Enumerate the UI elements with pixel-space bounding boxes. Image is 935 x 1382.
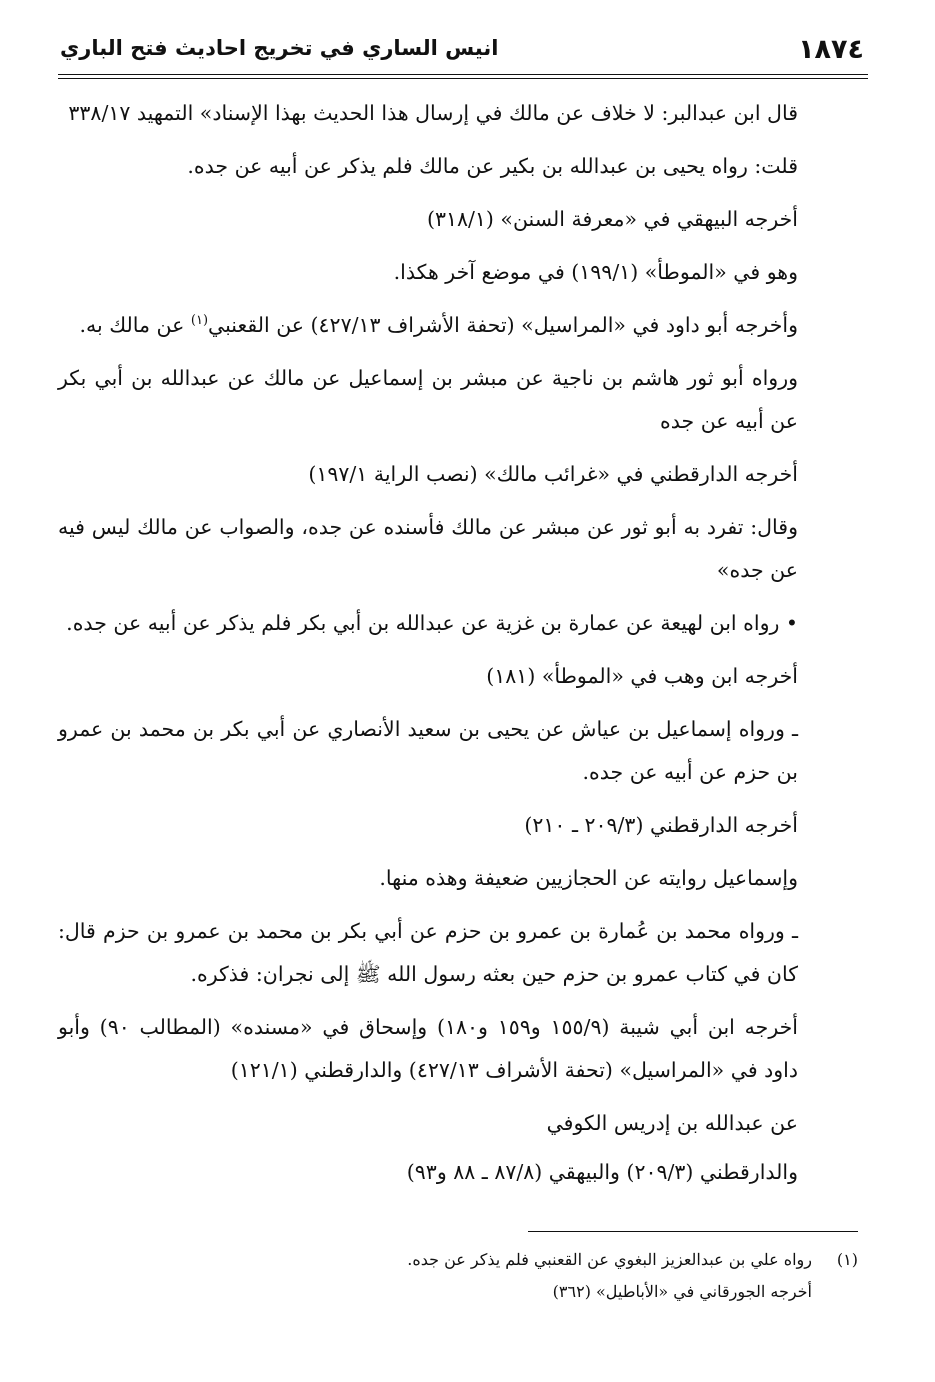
- page-number: ١٨٧٤: [798, 34, 864, 65]
- paragraph-qultu: قلت: رواه يحيى بن عبدالله بن بكير عن مالك فلم يذكر عن أبيه عن جده.: [187, 154, 798, 178]
- paragraph-ibn-abi-shaybah: أخرجه ابن أبي شيبة (١٥٥/٩ و١٥٩ و١٨٠) وإسحاق في «مسنده» (المطالب ٩٠) وأبو داود في «المراسيل» (تحفة الأشراف ٤٢٧/١٣) والدارقطني (١٢١/١): [58, 1015, 798, 1082]
- paragraph-abu-dawud-text: وأخرجه أبو داود في «المراسيل» (تحفة الأشراف ٤٢٧/١٣) عن القعنبي: [208, 313, 798, 337]
- footnote-1: [58, 1244, 858, 1276]
- paragraph-ibn-abdulbarr: قال ابن عبدالبر: لا خلاف عن مالك في إرسال هذا الحديث بهذا الإسناد» التمهيد ٣٣٨/١٧: [68, 101, 798, 125]
- paragraph-ismail-note: وإسماعيل روايته عن الحجازيين ضعيفة وهذه منها.: [379, 866, 798, 890]
- paragraph-abdullah-ibn-idris: عن عبدالله بن إدريس الكوفي: [546, 1111, 798, 1135]
- paragraph-abu-dawud-end: عن مالك به.: [79, 313, 191, 337]
- main-text: [58, 92, 858, 1204]
- footnote-1-text: رواه علي بن عبدالعزيز البغوي عن القعنبي فلم يذكر عن جده.: [407, 1250, 812, 1269]
- paragraph-bayhaqi: أخرجه البيهقي في «معرفة السنن» (٣١٨/١): [426, 207, 798, 231]
- paragraph-daraqutni-bayhaqi: والدارقطني (٢٠٩/٣) والبيهقي (٨٧/٨ ـ ٨٨ و٩٣): [406, 1160, 798, 1184]
- page-header: [58, 30, 868, 76]
- footnote-1-continuation: أخرجه الجورقاني في «الأباطيل» (٣٦٢): [552, 1282, 812, 1301]
- paragraph-ismail-ibn-ayyash: ـ ورواه إسماعيل بن عياش عن يحيى بن سعيد الأنصاري عن أبي بكر بن محمد بن عمرو بن حزم عن أبيه عن جده.: [58, 717, 798, 784]
- paragraph-ibn-lahiah: • رواه ابن لهيعة عن عمارة بن غزية عن عبدالله بن أبي بكر فلم يذكر عن أبيه عن جده.: [66, 611, 798, 635]
- footnote-reference: (١): [190, 313, 209, 329]
- footnote-1-mark: (١): [836, 1250, 858, 1269]
- running-title: انيس الساري في تخريج احاديث فتح الباري: [60, 36, 499, 60]
- footnotes: [58, 1244, 858, 1308]
- footnote-divider: [528, 1231, 858, 1232]
- paragraph-muwatta: وهو في «الموطأ» (١٩٩/١) في موضع آخر هكذا.: [393, 260, 798, 284]
- paragraph-daraqutni-gharaib: أخرجه الدارقطني في «غرائب مالك» (نصب الراية ١٩٧/١): [308, 462, 798, 486]
- paragraph-muhammad-ibn-umarah: ـ ورواه محمد بن عُمارة بن عمرو بن حزم عن أبي بكر بن محمد بن عمرو بن حزم قال: كان في كتاب عمرو بن حزم حين بعثه رسول الله ﷺ إلى نجران: فذكره.: [58, 919, 798, 986]
- paragraph-abu-thawr: ورواه أبو ثور هاشم بن ناجية عن مبشر بن إسماعيل عن مالك عن عبدالله بن أبي بكر عن أبيه عن جده: [58, 366, 798, 433]
- paragraph-qala-tafarrad: وقال: تفرد به أبو ثور عن مبشر عن مالك فأسنده عن جده، والصواب عن مالك ليس فيه عن جده»: [58, 515, 798, 582]
- header-divider: [58, 74, 868, 75]
- header-divider-thin: [58, 78, 868, 79]
- paragraph-ibn-wahb: أخرجه ابن وهب في «الموطأ» (١٨١): [486, 664, 798, 688]
- paragraph-abu-dawud: [58, 304, 858, 347]
- paragraph-daraqutni-209: أخرجه الدارقطني (٢٠٩/٣ ـ ٢١٠): [524, 813, 798, 837]
